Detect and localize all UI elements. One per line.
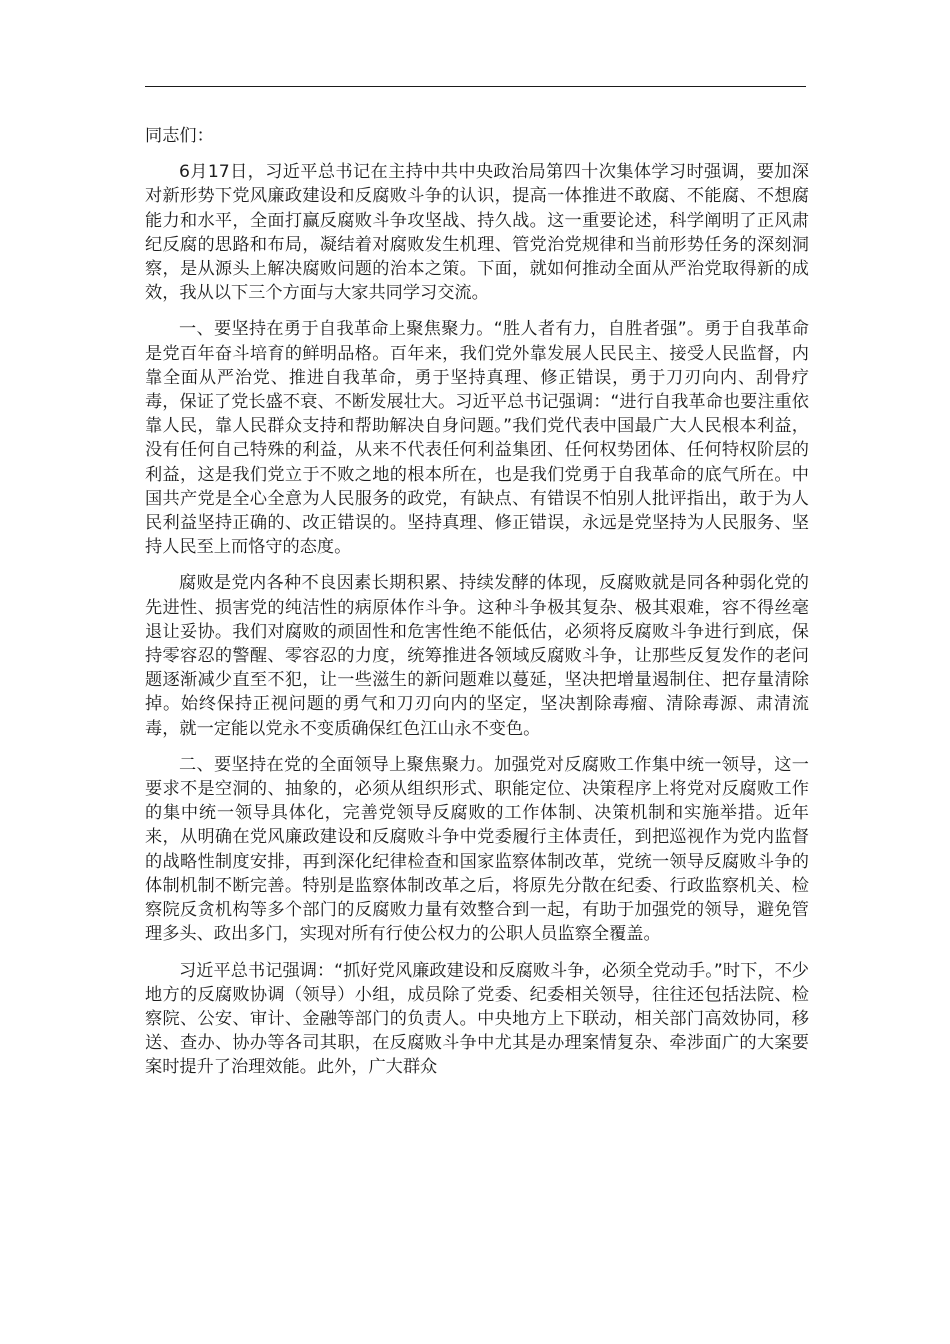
- paragraph-whole-party: 习近平总书记强调：“抓好党风廉政建设和反腐败斗争，必须全党动手。”时下，不少地方的反腐败协调（领导）小组，成员除了党委、纪委相关领导，往往还包括法院、检察院、公安、审计、金融等部门的负责人。中央地方上下联动，相关部门高效协同，移送、查办、协办等各司其职，在反腐败斗争中尤其是办理案情复杂、牵涉面广的大案要案时提升了治理效能。此外，广大群众: [145, 960, 809, 1078]
- paragraph-corruption: 腐败是党内各种不良因素长期积累、持续发酵的体现，反腐败就是同各种弱化党的先进性、损害党的纯洁性的病原体作斗争。这种斗争极其复杂、极其艰难，容不得丝毫退让妥协。我们对腐败的顽固性和危害性绝不能低估，必须将反腐败斗争进行到底，保持零容忍的警醒、零容忍的力度，统筹推进各领域反腐败斗争，让那些反复发作的老问题逐渐减少直至不犯，让一些滋生的新问题难以蔓延，坚决把增量遏制住、把存量清除掉。始终保持正视问题的勇气和刀刃向内的坚定，坚决割除毒瘤、清除毒源、肃清流毒，就一定能以党永不变质确保红色江山永不变色。: [145, 573, 809, 739]
- header-divider: [145, 86, 806, 87]
- paragraph-intro: 6月17日，习近平总书记在主持中共中央政治局第四十次集体学习时强调，要加深对新形势下党风廉政建设和反腐败斗争的认识，提高一体推进不敢腐、不能腐、不想腐能力和水平，全面打赢反腐败斗争攻坚战、持久战。这一重要论述，科学阐明了正风肃纪反腐的思路和布局，凝结着对腐败发生机理、管党治党规律和当前形势任务的深刻洞察，是从源头上解决腐败问题的治本之策。下面，就如何推动全面从严治党取得新的成效，我从以下三个方面与大家共同学习交流。: [145, 162, 809, 304]
- paragraph-section-two: 二、要坚持在党的全面领导上聚焦聚力。加强党对反腐败工作集中统一领导，这一要求不是空洞的、抽象的，必须从组织形式、职能定位、决策程序上将党对反腐败工作的集中统一领导具体化，完善党领导反腐败的工作体制、决策机制和实施举措。近年来，从明确在党风廉政建设和反腐败斗争中党委履行主体责任，到把巡视作为党内监督的战略性制度安排，再到深化纪律检查和国家监察体制改革，党统一领导反腐败斗争的体制机制不断完善。特别是监察体制改革之后，将原先分散在纪委、行政监察机关、检察院反贪机构等多个部门的反腐败力量有效整合到一起，有助于加强党的领导，避免管理多头、政出多门，实现对所有行使公权力的公职人员监察全覆盖。: [145, 754, 809, 945]
- document-body: [145, 124, 809, 1092]
- salutation: 同志们：: [145, 126, 214, 146]
- paragraph-section-one: 一、要坚持在勇于自我革命上聚焦聚力。“胜人者有力，自胜者强”。勇于自我革命是党百年奋斗培育的鲜明品格。百年来，我们党外靠发展人民民主、接受人民监督，内靠全面从严治党、推进自我革命，勇于坚持真理、修正错误，勇于刀刃向内、刮骨疗毒，保证了党长盛不衰、不断发展壮大。习近平总书记强调：“进行自我革命也要注重依靠人民，靠人民群众支持和帮助解决自身问题。”我们党代表中国最广大人民根本利益，没有任何自己特殊的利益，从来不代表任何利益集团、任何权势团体、任何特权阶层的利益，这是我们党立于不败之地的根本所在，也是我们党勇于自我革命的底气所在。中国共产党是全心全意为人民服务的政党，有缺点、有错误不怕别人批评指出，敢于为人民利益坚持正确的、改正错误的。坚持真理、修正错误，永远是党坚持为人民服务、坚持人民至上而恪守的态度。: [145, 319, 809, 558]
